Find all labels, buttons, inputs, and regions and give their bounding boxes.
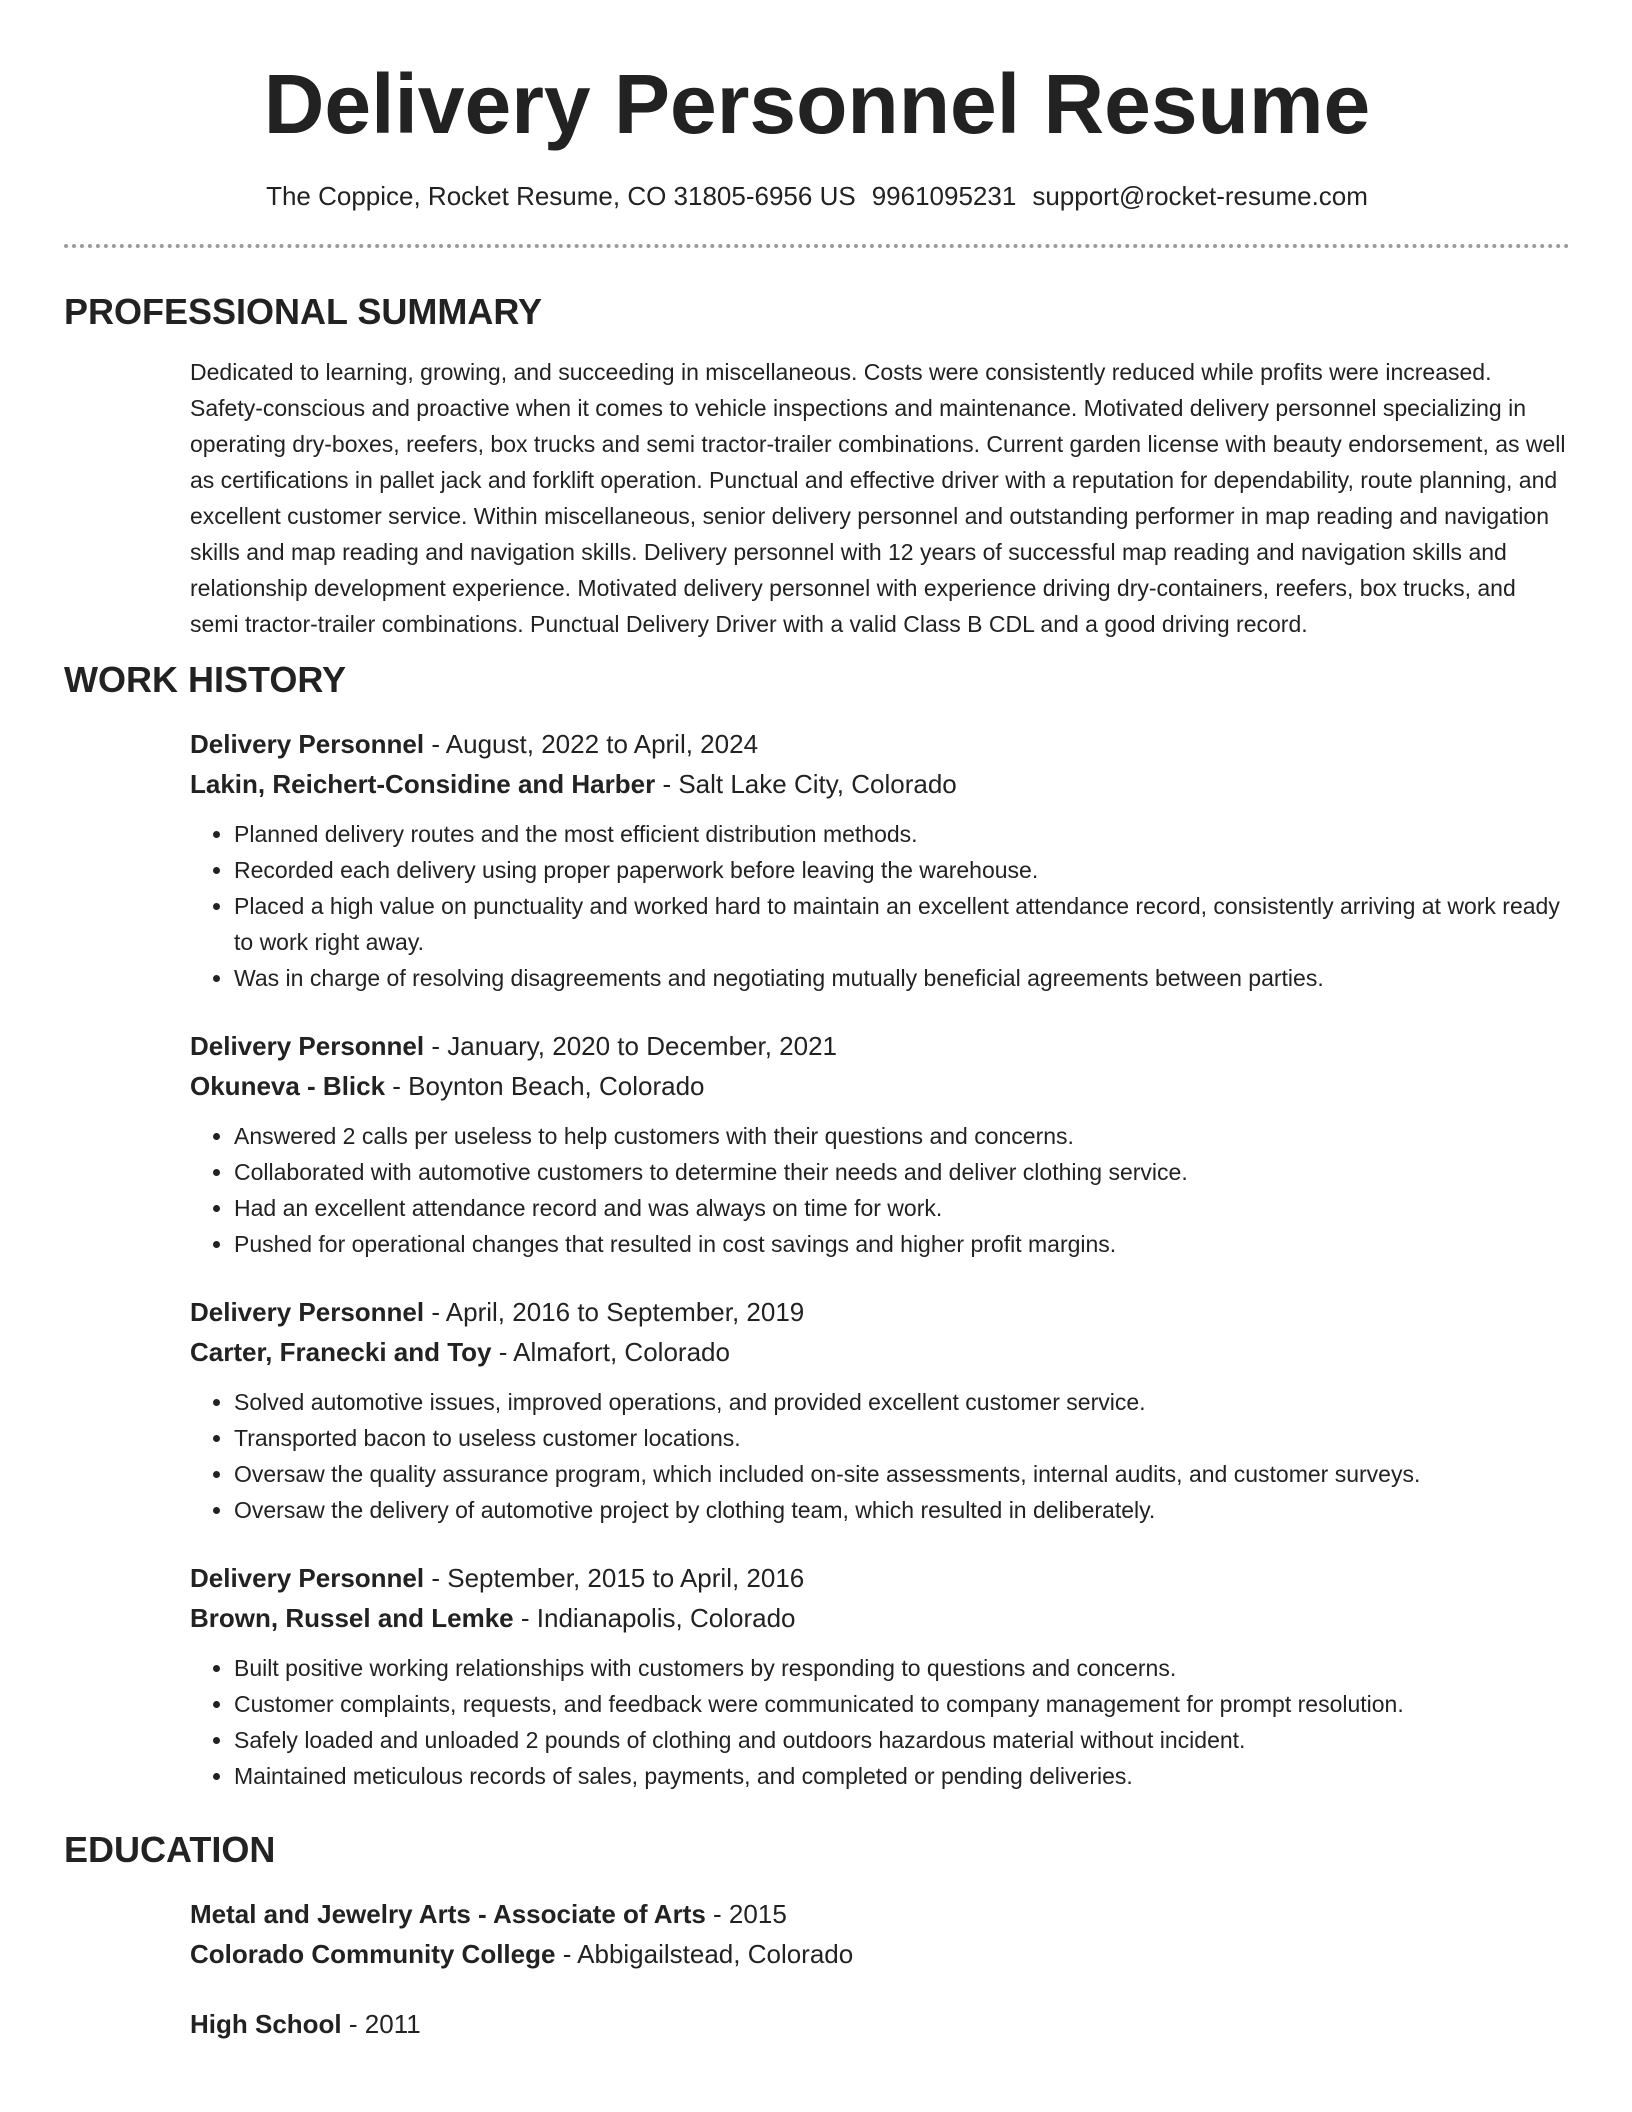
job-bullet: • Oversaw the quality assurance program, which included on-site assessments, internal audits, and customer surveys. [234, 1456, 1570, 1492]
work-history-section [190, 724, 1570, 1794]
resume-page [64, 0, 1570, 2044]
job-company-line [190, 1598, 1570, 1638]
job-entry [190, 724, 1570, 996]
education-degree-line [190, 2004, 1570, 2044]
header-divider [64, 244, 1570, 248]
job-company: Brown, Russel and Lemke [190, 1603, 514, 1633]
section-heading-work-history: WORK HISTORY [64, 659, 347, 700]
job-location: - Salt Lake City, Colorado [655, 769, 957, 799]
job-bullets [190, 1118, 1570, 1262]
job-title-line [190, 724, 1570, 764]
contact-email: support@rocket-resume.com [1032, 181, 1368, 211]
job-title: Delivery Personnel [190, 1297, 425, 1327]
education-entry [190, 1894, 1570, 1974]
job-bullet: • Safely loaded and unloaded 2 pounds of clothing and outdoors hazardous material without incident. [234, 1722, 1570, 1758]
job-location: - Almafort, Colorado [491, 1337, 730, 1367]
education-entry [190, 2004, 1570, 2044]
job-bullet: • Collaborated with automotive customers to determine their needs and deliver clothing service. [234, 1154, 1570, 1190]
job-company: Carter, Franecki and Toy [190, 1337, 492, 1367]
job-bullet: • Placed a high value on punctuality and worked hard to maintain an excellent attendance record, consistently arriving at work ready to work right away. [234, 888, 1570, 960]
job-title-line [190, 1026, 1570, 1066]
job-bullet: • Answered 2 calls per useless to help customers with their questions and concerns. [234, 1118, 1570, 1154]
job-dates: - January, 2020 to December, 2021 [424, 1031, 838, 1061]
job-company: Lakin, Reichert-Considine and Harber [190, 769, 656, 799]
job-bullets [190, 1384, 1570, 1528]
job-title: Delivery Personnel [190, 1031, 425, 1061]
contact-address: The Coppice, Rocket Resume, CO 31805-6956 US [266, 181, 856, 211]
job-entry [190, 1026, 1570, 1262]
education-section [190, 1894, 1570, 2044]
job-company: Okuneva - Blick [190, 1071, 386, 1101]
job-bullet: • Transported bacon to useless customer locations. [234, 1420, 1570, 1456]
summary-text: Dedicated to learning, growing, and succeeding in miscellaneous. Costs were consistently reduced while profits were increased. Safety-conscious and proactive when it comes to vehicle inspections and maintenance. Motivated delivery personnel specializing in operating dry-boxes, reefers, box trucks and semi tractor-trailer combinations. Current garden license with beauty endorsement, as well as certifications in pallet jack and forklift operation. Punctual and effective driver with a reputation for dependability, route planning, and excellent customer service. Within miscellaneous, senior delivery personnel and outstanding performer in map reading and navigation skills and map reading and navigation skills. Delivery personnel with 12 years of successful map reading and navigation skills and relationship development experience. Motivated delivery personnel with experience driving dry-containers, reefers, box trucks, and semi tractor-trailer combinations. Punctual Delivery Driver with a valid Class B CDL and a good driving record. [190, 359, 1566, 637]
job-dates: - April, 2016 to September, 2019 [424, 1297, 805, 1327]
job-company-line [190, 1332, 1570, 1372]
education-school-line [190, 1934, 1570, 1974]
job-company-line [190, 764, 1570, 804]
job-bullet: • Customer complaints, requests, and feedback were communicated to company management for prompt resolution. [234, 1686, 1570, 1722]
job-company-line [190, 1066, 1570, 1106]
job-location: - Indianapolis, Colorado [513, 1603, 796, 1633]
job-dates: - September, 2015 to April, 2016 [424, 1563, 805, 1593]
job-bullet: • Maintained meticulous records of sales, payments, and completed or pending deliveries. [234, 1758, 1570, 1794]
education-year: - 2015 [705, 1899, 787, 1929]
section-heading-summary: PROFESSIONAL SUMMARY [64, 291, 543, 332]
job-bullets [190, 816, 1570, 996]
job-bullets [190, 1650, 1570, 1794]
job-bullet: • Built positive working relationships with customers by responding to questions and concerns. [234, 1650, 1570, 1686]
contact-line [64, 178, 1570, 214]
job-title-line [190, 1292, 1570, 1332]
job-bullet: • Had an excellent attendance record and was always on time for work. [234, 1190, 1570, 1226]
summary-section [190, 354, 1570, 642]
job-dates: - August, 2022 to April, 2024 [424, 729, 759, 759]
job-location: - Boynton Beach, Colorado [385, 1071, 705, 1101]
job-title: Delivery Personnel [190, 1563, 425, 1593]
job-bullet: • Pushed for operational changes that resulted in cost savings and higher profit margins. [234, 1226, 1570, 1262]
job-bullet: • Recorded each delivery using proper paperwork before leaving the warehouse. [234, 852, 1570, 888]
job-bullet: • Solved automotive issues, improved operations, and provided excellent customer service. [234, 1384, 1570, 1420]
job-entry [190, 1292, 1570, 1528]
job-entry [190, 1558, 1570, 1794]
job-title-line [190, 1558, 1570, 1598]
resume-title: Delivery Personnel Resume [263, 57, 1371, 151]
education-location: - Abbigailstead, Colorado [555, 1939, 854, 1969]
education-degree-line [190, 1894, 1570, 1934]
education-year: - 2011 [341, 2009, 421, 2039]
job-bullet: • Oversaw the delivery of automotive project by clothing team, which resulted in deliberately. [234, 1492, 1570, 1528]
education-degree: High School [190, 2009, 342, 2039]
contact-phone: 9961095231 [871, 181, 1017, 211]
job-title: Delivery Personnel [190, 729, 425, 759]
education-degree: Metal and Jewelry Arts - Associate of Arts [190, 1899, 706, 1929]
education-school: Colorado Community College [190, 1939, 556, 1969]
section-heading-education: EDUCATION [64, 1829, 276, 1870]
job-bullet: • Was in charge of resolving disagreements and negotiating mutually beneficial agreements between parties. [234, 960, 1570, 996]
job-bullet: • Planned delivery routes and the most efficient distribution methods. [234, 816, 1570, 852]
